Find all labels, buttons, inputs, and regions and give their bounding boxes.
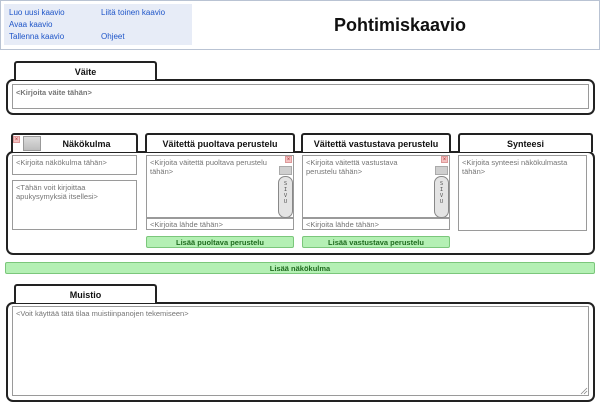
close-icon[interactable]: × [286,156,291,163]
perspective-header-label: Näkökulma [62,138,111,149]
add-supporting-argument-button[interactable]: Lisää puoltava perustelu [146,236,294,248]
drag-handle-icon[interactable] [23,136,41,151]
page-scroll-icon[interactable] [434,176,449,218]
file-menu [4,4,192,45]
opposing-header: Väitettä vastustava perustelu [301,133,451,152]
claim-tab: Väite [14,61,157,80]
synthesis-input[interactable] [458,155,587,231]
memo-tab: Muistio [14,284,157,303]
new-diagram-link[interactable]: Luo uusi kaavio [9,8,65,17]
attach-diagram-link[interactable]: Liitä toinen kaavio [101,8,166,17]
page-title: Pohtimiskaavio [333,14,467,35]
synthesis-header: Synteesi [458,133,593,152]
scroll-label: S I V U [283,181,288,205]
close-icon[interactable]: × [14,136,19,143]
perspective-name-input[interactable] [12,155,137,175]
scroll-up-block[interactable] [435,166,448,175]
claim-input[interactable] [12,84,589,109]
scroll-up-block[interactable] [279,166,292,175]
memo-input[interactable] [12,306,589,396]
open-diagram-link[interactable]: Avaa kaavio [9,20,53,29]
supporting-source-input[interactable] [146,218,294,230]
opposing-argument-input[interactable] [303,156,431,217]
supporting-argument-input[interactable] [147,156,275,217]
page-scroll-icon[interactable] [278,176,293,218]
opposing-source-input[interactable] [302,218,450,230]
close-icon[interactable]: × [442,156,447,163]
supporting-header: Väitettä puoltava perustelu [145,133,295,152]
resize-grip-icon[interactable] [580,387,588,395]
scroll-label: S I V U [439,181,444,205]
perspective-notes-input[interactable] [12,180,137,230]
add-perspective-button[interactable]: Lisää näkökulma [5,262,595,274]
save-diagram-link[interactable]: Tallenna kaavio [9,32,65,41]
help-link[interactable]: Ohjeet [101,32,125,41]
add-opposing-argument-button[interactable]: Lisää vastustava perustelu [302,236,450,248]
